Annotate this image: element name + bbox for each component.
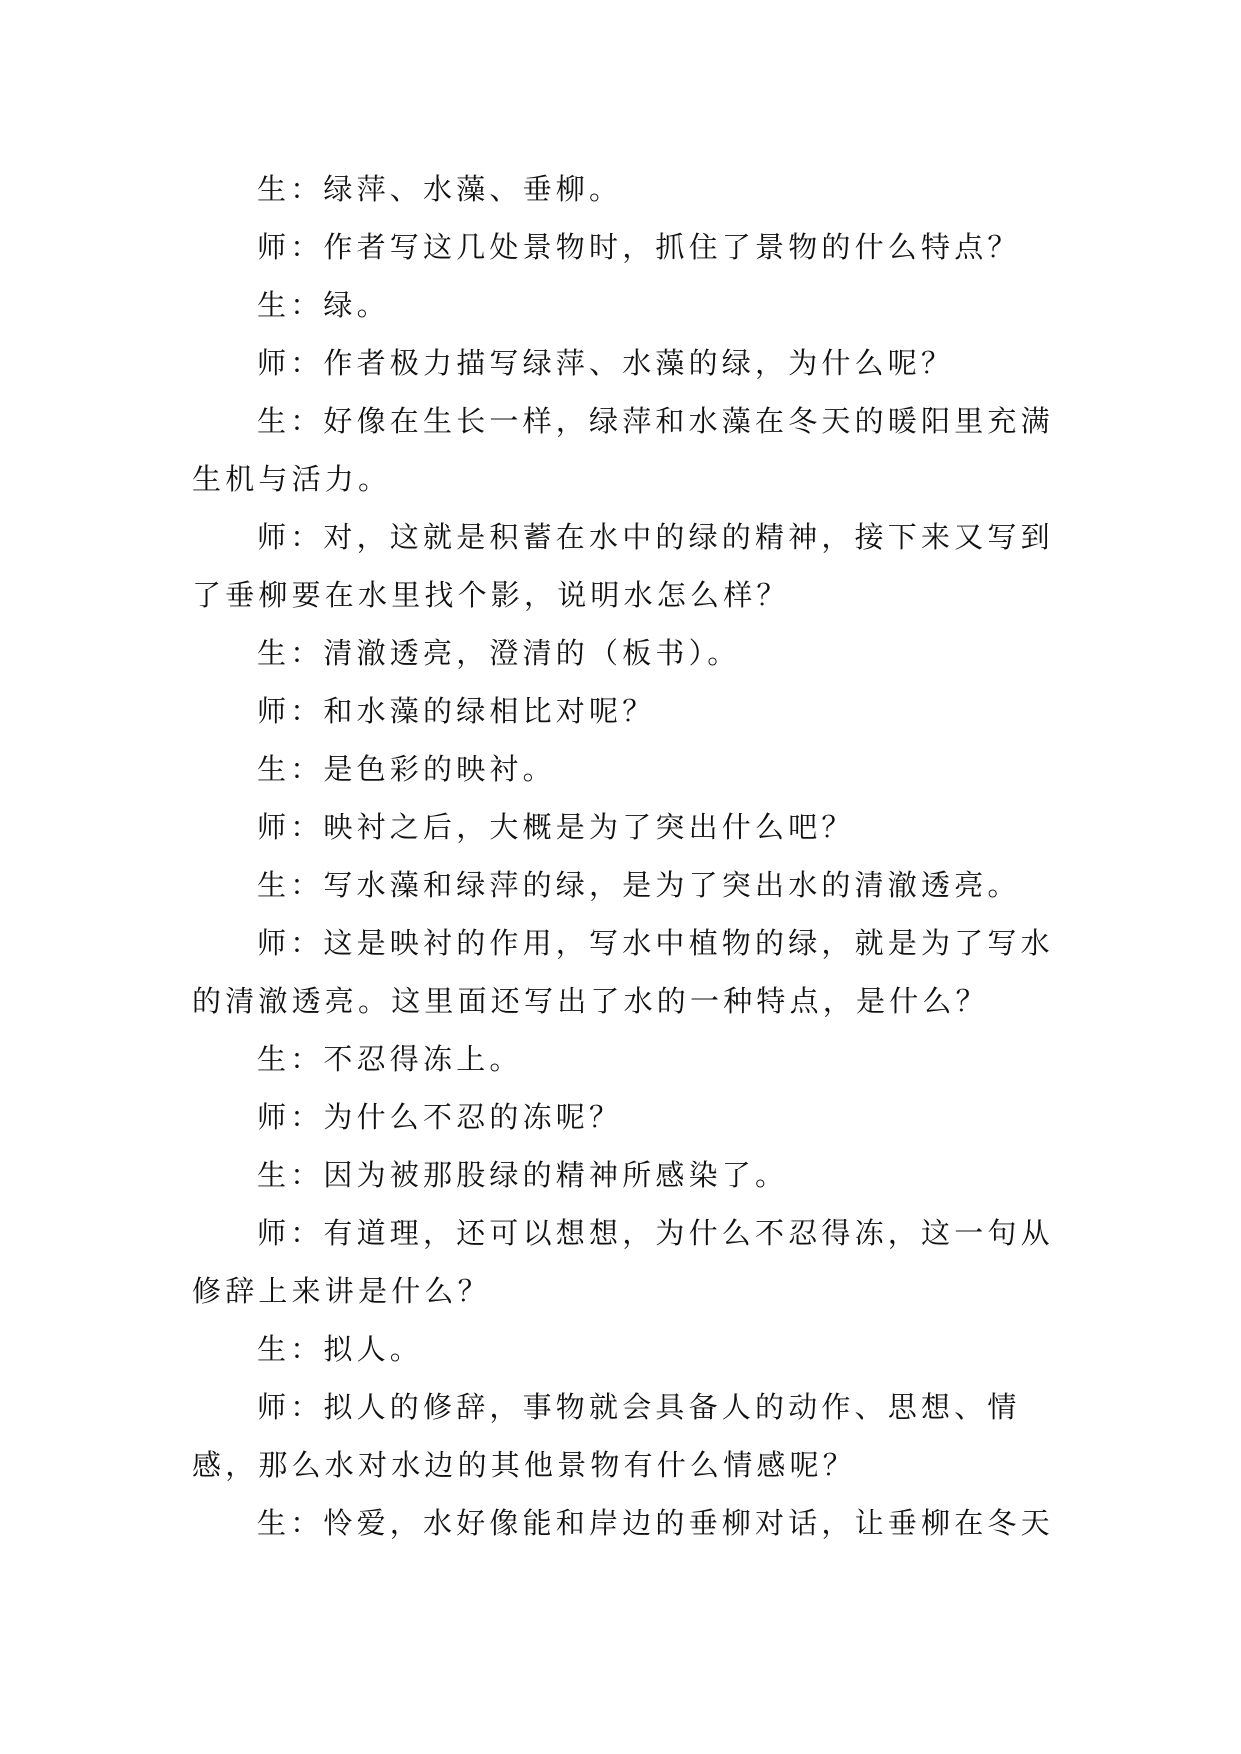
dialogue-line: 生：好像在生长一样，绿萍和水藻在冬天的暖阳里充满生机与活力。: [192, 404, 1054, 496]
dialogue-line: 生：不忍得冻上。: [257, 1042, 523, 1076]
dialogue-line: 生：绿。: [257, 288, 390, 322]
dialogue-line: 生：因为被那股绿的精神所感染了。: [257, 1158, 789, 1192]
dialogue-line: 师：作者写这几处景物时，抓住了景物的什么特点？: [257, 230, 1021, 264]
dialogue-line: 师：为什么不忍的冻呢？: [257, 1100, 623, 1134]
dialogue-line: 生：拟人。: [257, 1332, 424, 1366]
dialogue-line: 师：有道理，还可以想想，为什么不忍得冻，这一句从修辞上来讲是什么？: [192, 1216, 1054, 1308]
dialogue-line: 生：写水藻和绿萍的绿，是为了突出水的清澈透亮。: [257, 868, 1021, 902]
dialogue-line: 生：绿萍、水藻、垂柳。: [257, 172, 623, 206]
dialogue-transcript: [192, 160, 1058, 1552]
dialogue-line: 师：这是映衬的作用，写水中植物的绿，就是为了写水的清澈透亮。这里面还写出了水的一种特点，是什么？: [192, 926, 1054, 1018]
dialogue-line: 师：和水藻的绿相比对呢？: [257, 694, 656, 728]
dialogue-line: 师：映衬之后，大概是为了突出什么吧？: [257, 810, 855, 844]
dialogue-line: 师：对，这就是积蓄在水中的绿的精神，接下来又写到了垂柳要在水里找个影，说明水怎么样？: [192, 520, 1054, 612]
dialogue-line: 师：作者极力描写绿萍、水藻的绿，为什么呢？: [257, 346, 955, 380]
dialogue-line: 师：拟人的修辞，事物就会具备人的动作、思想、情感，那么水对水边的其他景物有什么情感呢？: [192, 1390, 1021, 1482]
dialogue-line: 生：清澈透亮，澄清的（板书）。: [257, 636, 741, 670]
dialogue-line: 生：是色彩的映衬。: [257, 752, 556, 786]
dialogue-line: 生：怜爱，水好像能和岸边的垂柳对话，让垂柳在冬天: [257, 1506, 1054, 1540]
